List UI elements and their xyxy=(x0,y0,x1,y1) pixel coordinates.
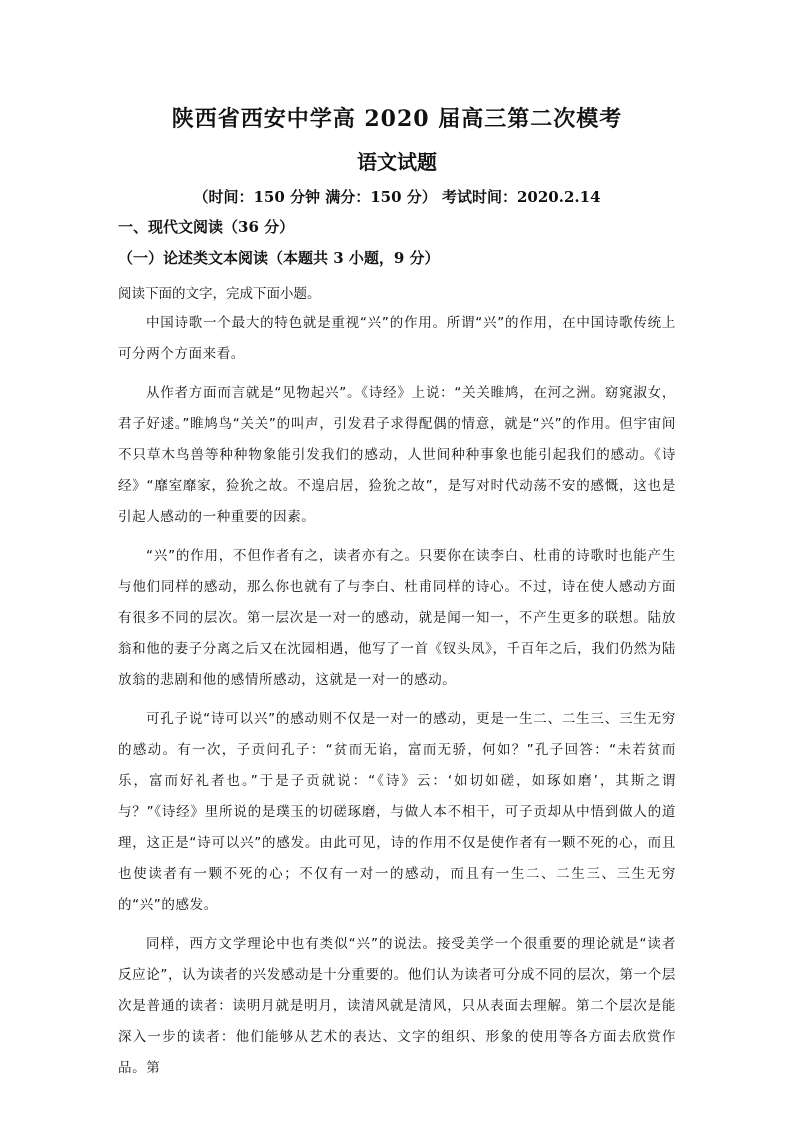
reading-instruction: 阅读下面的文字，完成下面小题。 xyxy=(118,286,321,302)
passage-paragraph: 中国诗歌一个最大的特色就是重视“兴”的作用。所谓“兴”的作用，在中国诗歌传统上可分两个方面来看。 xyxy=(118,315,676,362)
reading-passage xyxy=(118,308,676,1092)
subsection-heading: （一）论述类文本阅读（本题共 3 小题，9 分） xyxy=(118,249,440,267)
passage-paragraph: 可孔子说“诗可以兴”的感动则不仅是一对一的感动，更是一生二、二生三、三生无穷的感动。有一次，子贡问孔子：“贫而无谄，富而无骄，何如？”孔子回答：“未若贫而乐，富而好礼者也。”于是子贡就说：“《诗》云：‘如切如磋，如琢如磨’，其斯之谓与？”《诗经》里所说的是璞玉的切磋琢磨，与做人本不相干，可子贡却从中悟到做人的道理，这正是“诗可以兴”的感发。由此可见，诗的作用不仅是使作者有一颗不死的心，而且也使读者有一颗不死的心；不仅有一对一的感动，而且有一生二、二生三、三生无穷的“兴”的感发。 xyxy=(118,711,676,913)
section-heading: 一、现代文阅读（36 分） xyxy=(118,218,295,236)
passage-paragraph: “兴”的作用，不但作者有之，读者亦有之。只要你在读李白、杜甫的诗歌时也能产生与他们同样的感动，那么你也就有了与李白、杜甫同样的诗心。不过，诗在使人感动方面有很多不同的层次。第一层次是一对一的感动，就是闻一知一，不产生更多的联想。陆放翁和他的妻子分离之后又在沈园相遇，他写了一首《钗头凤》，千百年之后，我们仍然为陆放翁的悲剧和他的感情所感动，这就是一对一的感动。 xyxy=(118,548,676,688)
passage-paragraph: 从作者方面而言就是“见物起兴”。《诗经》上说：“关关睢鸠，在河之洲。窈窕淑女，君子好逑。”睢鸠鸟“关关”的叫声，引发君子求得配偶的情意，就是“兴”的作用。但宇宙间不只草木鸟兽等种种物象能引发我们的感动，人世间种种事象也能引起我们的感动。《诗经》“靡室靡家，猃狁之故。不遑启居，猃狁之故”，是写对时代动荡不安的感慨，这也是引起人感动的一种重要的因素。 xyxy=(118,385,676,525)
passage-paragraph: 同样，西方文学理论中也有类似“兴”的说法。接受美学一个很重要的理论就是“读者反应论”，认为读者的兴发感动是十分重要的。他们认为读者可分成不同的层次，第一个层次是普通的读者：读明月就是明月，读清风就是清风，只从表面去理解。第二个层次是能深入一步的读者：他们能够从艺术的表达、文字的组织、形象的使用等各方面去欣赏作品。第 xyxy=(118,936,676,1076)
exam-subject: 语文试题 xyxy=(357,150,437,174)
exam-title: 陕西省西安中学高 2020 届高三第二次模考 xyxy=(171,106,623,132)
exam-info: （时间：150 分钟 满分：150 分） 考试时间：2020.2.14 xyxy=(193,188,601,206)
